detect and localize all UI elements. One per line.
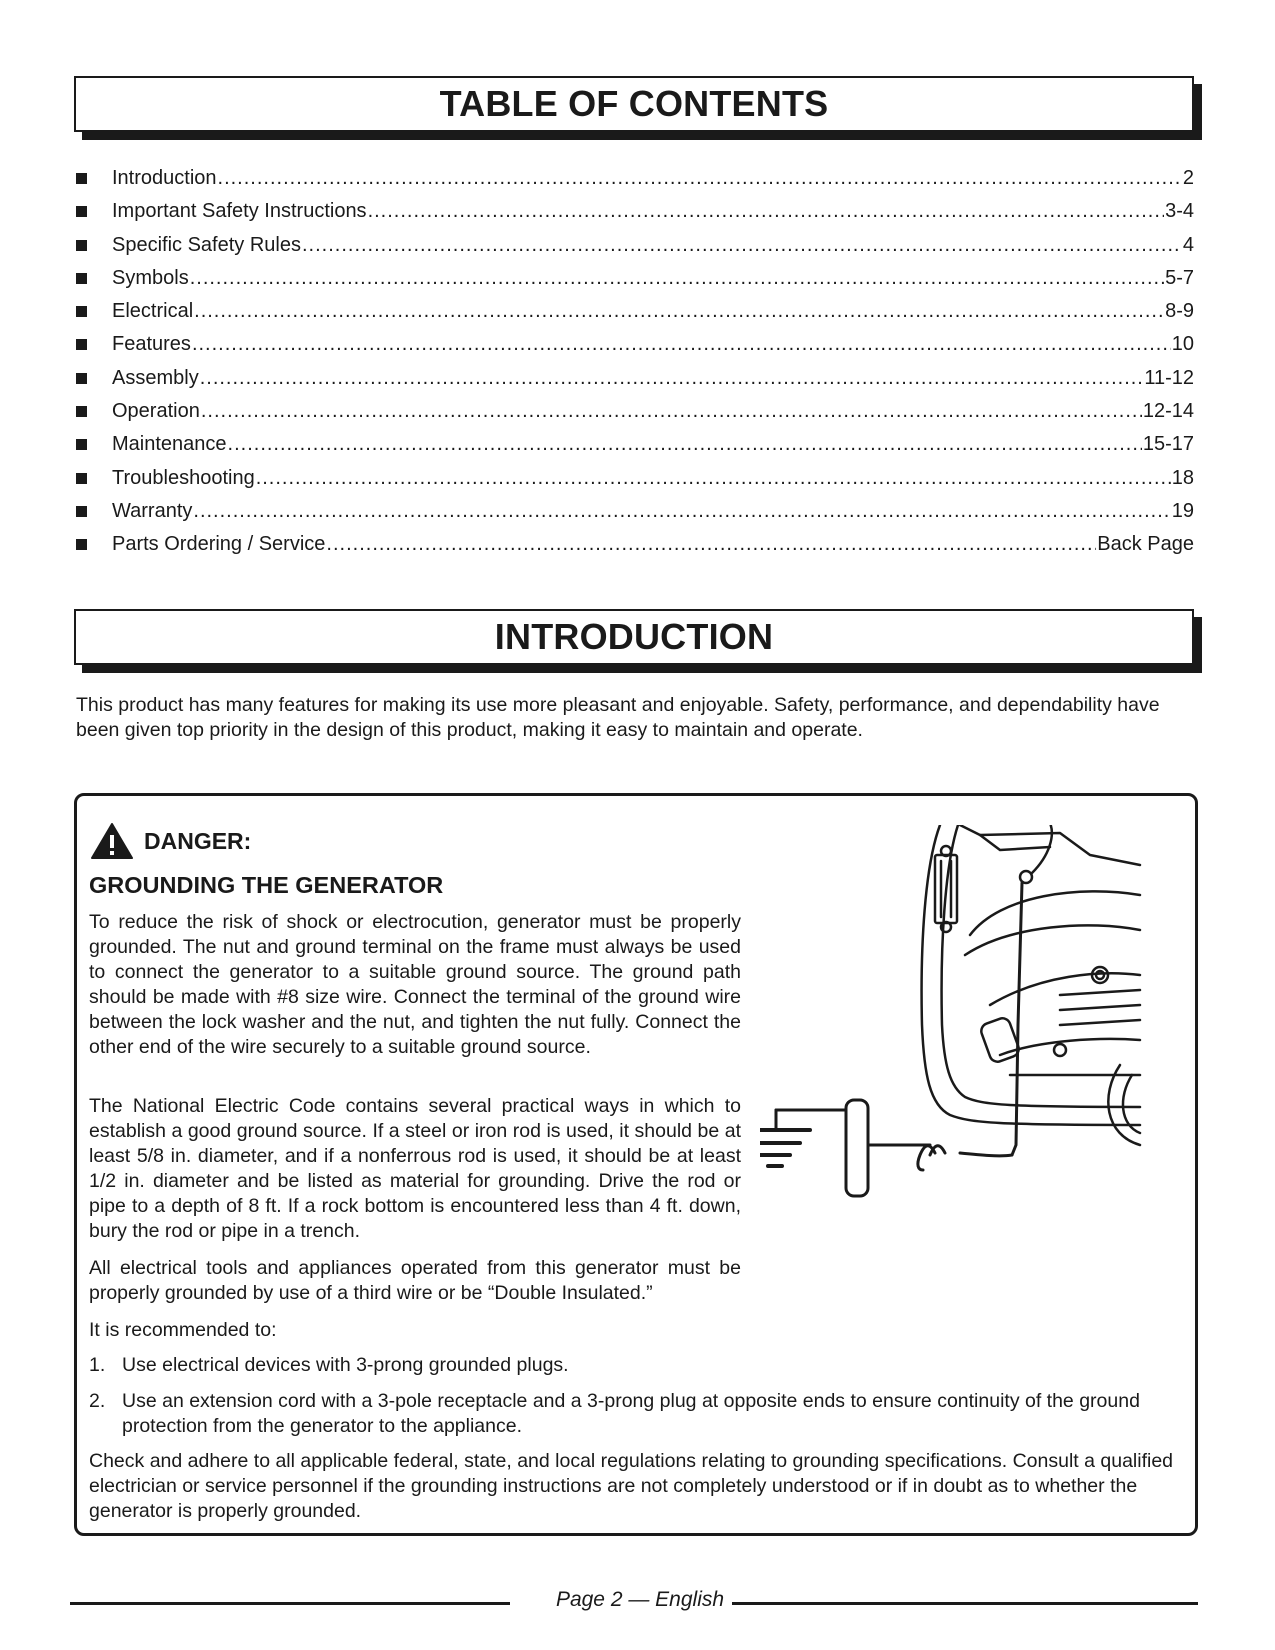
toc-leader-dots bbox=[256, 462, 1171, 495]
list-item-number: 2. bbox=[89, 1390, 106, 1412]
toc-entry-page: 10 bbox=[1171, 333, 1194, 356]
list-item bbox=[89, 1389, 1184, 1439]
toc-leader-dots bbox=[192, 328, 1171, 361]
toc-entry-page: 19 bbox=[1171, 499, 1194, 522]
recommendation-list bbox=[89, 1353, 1184, 1378]
introduction-title: INTRODUCTION bbox=[494, 616, 774, 657]
toc-entry-page: 5-7 bbox=[1165, 266, 1194, 289]
bullet-square-icon bbox=[76, 373, 87, 384]
list-item-text: Use electrical devices with 3-prong grounded plugs. bbox=[122, 1354, 569, 1376]
toc-entry-page: 2 bbox=[1182, 167, 1194, 189]
toc-entry[interactable] bbox=[74, 162, 1194, 195]
toc-entry-label: Specific Safety Rules bbox=[112, 233, 301, 256]
toc-entry-label: Operation bbox=[112, 400, 200, 423]
toc-entry[interactable] bbox=[74, 462, 1194, 495]
toc-leader-dots bbox=[193, 495, 1170, 528]
toc-header bbox=[74, 76, 1194, 132]
toc-entry[interactable] bbox=[74, 495, 1194, 528]
bullet-square-icon bbox=[76, 240, 87, 251]
bullet-square-icon bbox=[76, 206, 87, 217]
list-item-text: Use an extension cord with a 3-pole receptacle and a 3-prong plug at opposite ends to ensure continuity of the ground protection from the generator to the appliance. bbox=[122, 1390, 1140, 1437]
toc-leader-dots bbox=[194, 295, 1164, 328]
toc-entry[interactable] bbox=[74, 229, 1194, 262]
toc-entry-label: Assembly bbox=[112, 366, 199, 389]
footer-rule-left bbox=[70, 1602, 510, 1605]
grounding-paragraph: To reduce the risk of shock or electrocution, generator must be properly grounded. The nut and ground terminal on the frame must always be used to connect the generator to a suitable ground source. The ground path should be made with #8 size wire. Connect the terminal of the ground wire between the lock washer and the nut, and tighten the nut fully. Connect the other end of the wire securely to a suitable ground source. bbox=[89, 911, 741, 1058]
bullet-square-icon bbox=[76, 273, 87, 284]
toc-entry-page: Back Page bbox=[1097, 533, 1194, 556]
toc-entry-page: 8-9 bbox=[1165, 300, 1194, 323]
toc-header-box bbox=[74, 76, 1194, 132]
bullet-square-icon bbox=[76, 439, 87, 450]
introduction-header bbox=[74, 609, 1194, 665]
toc-leader-dots bbox=[200, 362, 1144, 395]
toc-entry-label: Introduction bbox=[112, 167, 217, 189]
grounding-paragraph: The National Electric Code contains several practical ways in which to establish a good ground source. If a steel or iron rod is used, it should be at least 5/8 in. diameter, and if a nonferrous rod is used, it should be at least 1/2 in. diameter and be listed as material for grounding. Drive the rod or pipe to a depth of 8 ft. If a rock bottom is encountered less than 4 ft. down, bury the rod or pipe in a trench. bbox=[89, 1095, 741, 1242]
closing-paragraph: Check and adhere to all applicable federal, state, and local regulations relating to grounding specifications. Consult a qualified electrician or service personnel if the grounding instructions are not completely understood or if in doubt as to whether the generator is properly grounded. bbox=[89, 1450, 1174, 1522]
toc-entry-label: Warranty bbox=[112, 499, 193, 522]
list-item bbox=[89, 1353, 1184, 1378]
toc-entry-page: 3-4 bbox=[1165, 200, 1194, 223]
warning-triangle-icon bbox=[90, 822, 134, 860]
bullet-square-icon bbox=[76, 306, 87, 317]
introduction-header-box bbox=[74, 609, 1194, 665]
toc-entry-label: Symbols bbox=[112, 266, 189, 289]
toc-entry-label: Troubleshooting bbox=[112, 466, 255, 489]
toc-title: TABLE OF CONTENTS bbox=[439, 83, 829, 124]
toc-entry[interactable] bbox=[74, 395, 1194, 428]
list-item-number: 1. bbox=[89, 1354, 106, 1376]
toc-leader-dots bbox=[201, 395, 1142, 428]
recommendation-list bbox=[89, 1389, 1184, 1439]
toc-leader-dots bbox=[190, 262, 1164, 295]
toc-entry-label: Electrical bbox=[112, 300, 194, 323]
toc-entry[interactable] bbox=[74, 428, 1194, 461]
bullet-square-icon bbox=[76, 473, 87, 484]
toc-entry-label: Maintenance bbox=[112, 433, 227, 456]
toc-entry-page: 12-14 bbox=[1142, 400, 1194, 423]
bullet-square-icon bbox=[76, 406, 87, 417]
toc-entry-page: 4 bbox=[1182, 233, 1194, 256]
footer-rule-right bbox=[732, 1602, 1198, 1605]
grounding-heading: GROUNDING THE GENERATOR bbox=[89, 872, 444, 898]
generator-grounding-illustration bbox=[760, 825, 1180, 1245]
toc-leader-dots bbox=[326, 528, 1096, 561]
toc-leader-dots bbox=[228, 428, 1142, 461]
grounding-paragraph: All electrical tools and appliances operated from this generator must be properly grounded by use of a third wire or be “Double Insulated.” bbox=[89, 1257, 741, 1304]
toc-entry-page: 18 bbox=[1171, 466, 1194, 489]
toc-entry[interactable] bbox=[74, 528, 1194, 561]
toc-entry-label: Important Safety Instructions bbox=[112, 200, 367, 223]
introduction-text: This product has many features for making its use more pleasant and enjoyable. Safety, performance, and dependability have been given top priority in the design of this product, making it easy to maintain and operate. bbox=[76, 694, 1160, 741]
bullet-square-icon bbox=[76, 539, 87, 550]
toc-entry[interactable] bbox=[74, 262, 1194, 295]
bullet-square-icon bbox=[76, 173, 87, 184]
toc-entry[interactable] bbox=[74, 295, 1194, 328]
toc-entry-page: 15-17 bbox=[1142, 433, 1194, 456]
grounding-paragraph: It is recommended to: bbox=[89, 1319, 277, 1341]
bullet-square-icon bbox=[76, 506, 87, 517]
toc-leader-dots bbox=[368, 195, 1165, 228]
danger-title bbox=[90, 822, 251, 860]
bullet-square-icon bbox=[76, 339, 87, 350]
toc-entry-label: Features bbox=[112, 333, 191, 356]
danger-label: DANGER: bbox=[144, 827, 252, 854]
toc-entry-label: Parts Ordering / Service bbox=[112, 533, 326, 556]
toc-entry[interactable] bbox=[74, 362, 1194, 395]
toc-leader-dots bbox=[302, 229, 1182, 262]
page-footer: Page 2 — English bbox=[555, 1588, 725, 1611]
toc-entry[interactable] bbox=[74, 195, 1194, 228]
toc-entry[interactable] bbox=[74, 328, 1194, 361]
toc-leader-dots bbox=[218, 162, 1182, 195]
toc-list bbox=[74, 162, 1194, 562]
toc-entry-page: 11-12 bbox=[1144, 366, 1194, 389]
